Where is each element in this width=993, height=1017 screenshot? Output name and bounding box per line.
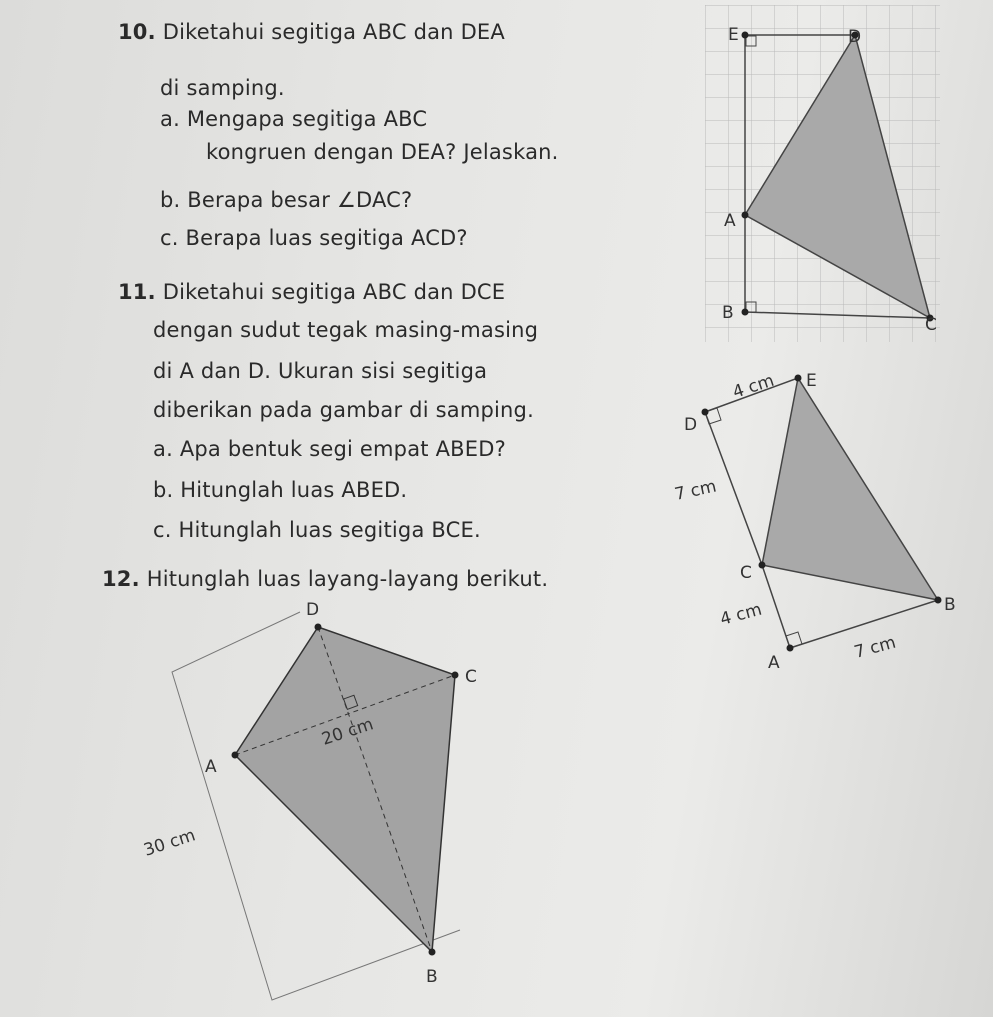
q10-a-line1: a. Mengapa segitiga ABC: [160, 107, 428, 131]
kite-abcd: [235, 627, 455, 952]
q12-text: Hitunglah luas layang-layang berikut.: [146, 567, 549, 591]
figure-q12: [141, 600, 477, 1000]
length-ca: 4 cm: [718, 599, 764, 630]
label-b: B: [722, 303, 734, 323]
label-a: A: [768, 653, 780, 673]
label-c: C: [925, 315, 937, 335]
label-a: A: [205, 757, 217, 777]
label-c: C: [740, 563, 752, 583]
q10-line2: di samping.: [160, 76, 285, 100]
q11-number: 11.: [118, 280, 156, 304]
q10-number: 10.: [118, 20, 156, 44]
label-e: E: [806, 371, 817, 391]
q10-text: Diketahui segitiga ABC dan DEA: [162, 20, 505, 44]
q12-number: 12.: [102, 567, 140, 591]
length-de: 4 cm: [730, 370, 777, 403]
label-d: D: [848, 27, 862, 47]
label-d: D: [684, 415, 698, 435]
q11-line3: di A dan D. Ukuran sisi segitiga: [153, 359, 488, 383]
label-e: E: [728, 25, 739, 45]
triangle-bce: [762, 378, 938, 600]
label-a: A: [724, 211, 736, 231]
length-db: 30 cm: [141, 825, 198, 861]
q10-a-line2: kongruen dengan DEA? Jelaskan.: [206, 140, 559, 164]
length-dc: 7 cm: [672, 476, 719, 505]
length-ac: 20 cm: [319, 714, 376, 750]
q10-b: b. Berapa besar ∠DAC?: [160, 188, 413, 212]
label-c: C: [465, 667, 477, 687]
q11-line2: dengan sudut tegak masing-masing: [153, 318, 539, 342]
q11-b: b. Hitunglah luas ABED.: [153, 478, 408, 502]
label-b: B: [426, 967, 438, 987]
q11-a: a. Apa bentuk segi empat ABED?: [153, 437, 506, 461]
q11-text: Diketahui segitiga ABC dan DCE: [162, 280, 506, 304]
figure-q10: [705, 5, 940, 342]
label-d: D: [306, 600, 320, 620]
q11-line4: diberikan pada gambar di samping.: [153, 398, 534, 422]
q10-c: c. Berapa luas segitiga ACD?: [160, 226, 468, 250]
q11-c: c. Hitunglah luas segitiga BCE.: [153, 518, 481, 542]
label-b: B: [944, 595, 956, 615]
length-ab: 7 cm: [852, 632, 898, 663]
figure-q11: [673, 371, 956, 673]
